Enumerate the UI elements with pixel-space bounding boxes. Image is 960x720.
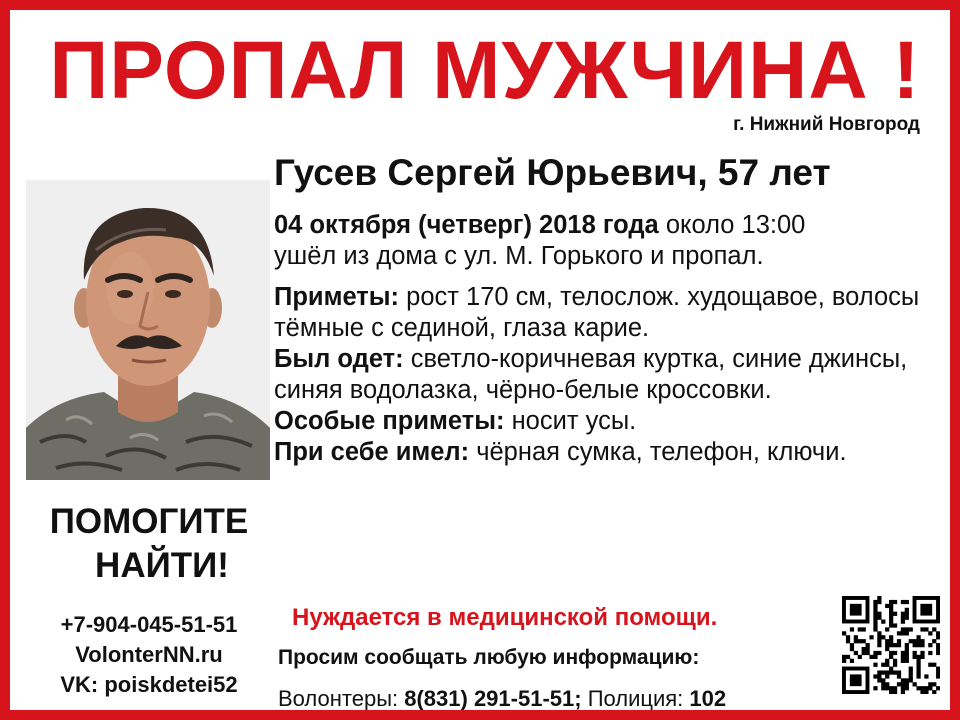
contact-line xyxy=(278,686,726,712)
qr-code-graphic xyxy=(842,596,940,694)
special-text: носит усы. xyxy=(504,407,637,435)
vk-link[interactable]: VK: poiskdetei52 xyxy=(60,672,238,697)
portrait-image xyxy=(26,180,270,480)
medical-warning: Нуждается в медицинской помощи. xyxy=(292,604,718,631)
volunteers-phone[interactable]: 8(831) 291-51-51; xyxy=(404,686,582,711)
disappearance-place: ушёл из дома с ул. М. Горького и пропал. xyxy=(274,242,764,270)
poster-headline: ПРОПАЛ МУЖЧИНА ! xyxy=(49,25,921,116)
help-line-2: НАЙТИ! xyxy=(95,546,229,585)
qr-code[interactable] xyxy=(842,596,940,694)
items-text: чёрная сумка, телефон, ключи. xyxy=(469,438,847,466)
physical-description xyxy=(274,282,944,468)
features-text: рост 170 см, телослож. худощавое, волосы тёмные с сединой, глаза карие. xyxy=(274,283,920,342)
person-info xyxy=(274,150,944,468)
disappearance-details xyxy=(274,210,944,272)
website-link[interactable]: VolonterNN.ru xyxy=(75,642,223,667)
side-contacts xyxy=(18,610,280,700)
disappearance-date: 04 октября (четверг) 2018 года xyxy=(274,211,659,239)
hotline-phone[interactable]: +7-904-045-51-51 xyxy=(60,612,238,637)
features-label: Приметы: xyxy=(274,283,400,311)
police-label: Полиция: xyxy=(581,686,690,711)
items-label: При себе имел: xyxy=(274,438,470,466)
police-phone[interactable]: 102 xyxy=(689,686,727,711)
clothes-text: светло-коричневая куртка, синие джинсы, синяя водолазка, чёрно-белые кроссовки. xyxy=(274,345,908,404)
volunteers-label: Волонтеры: xyxy=(278,686,405,711)
disappearance-time: около 13:00 xyxy=(658,211,806,239)
city-label: г. Нижний Новгород xyxy=(733,114,920,135)
person-photo xyxy=(26,180,270,480)
help-find-callout xyxy=(18,500,280,588)
help-line-1: ПОМОГИТЕ xyxy=(49,502,249,541)
clothes-label: Был одет: xyxy=(274,345,404,373)
person-name: Гусев Сергей Юрьевич, 57 лет xyxy=(274,152,831,193)
special-label: Особые приметы: xyxy=(274,407,505,435)
report-request: Просим сообщать любую информацию: xyxy=(278,646,700,669)
